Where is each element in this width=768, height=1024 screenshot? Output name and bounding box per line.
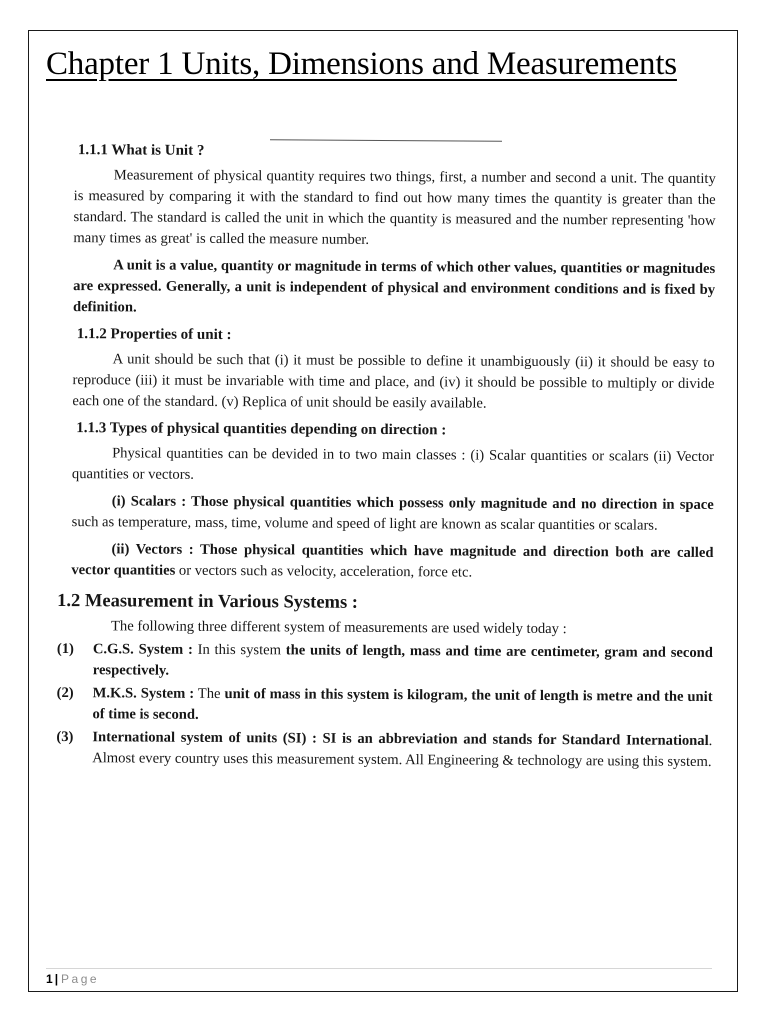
chapter-title: Chapter 1 Units, Dimensions and Measurements bbox=[46, 46, 677, 82]
vectors-examples: or vectors such as velocity, acceleration, force etc. bbox=[175, 562, 473, 581]
page-label: Page bbox=[61, 972, 100, 986]
page-number: 1 bbox=[46, 972, 53, 986]
footer-separator: | bbox=[54, 972, 59, 986]
list-item-bold: the units of length, mass and time are centimeter, gram and second respectively. bbox=[92, 642, 713, 679]
scalars-examples: such as temperature, mass, time, volume and speed of light are known as scalar quantities or scalars. bbox=[71, 514, 658, 534]
scalars-definition: (i) Scalars : Those physical quantities which possess only magnitude and no direction in space bbox=[111, 493, 714, 514]
list-item-label: International system of units (SI) : SI is an abbreviation and stands for Standard International bbox=[92, 729, 709, 749]
paragraph-scalars bbox=[58, 491, 714, 537]
paragraph-types: Physical quantities can be devided in to two main classes : (i) Scalar quantities or scalars (ii) Vector quantities or vectors. bbox=[71, 445, 715, 483]
list-item-number: (3) bbox=[56, 728, 74, 746]
scanned-content bbox=[56, 140, 716, 775]
list-item-plain: The bbox=[194, 685, 225, 703]
heading-1-1-3: 1.1.3 Types of physical quantities depending on direction : bbox=[76, 420, 447, 439]
heading-1-1-1: 1.1.1 What is Unit ? bbox=[77, 142, 205, 159]
page-footer bbox=[46, 972, 99, 986]
paragraph-what-is-unit: Measurement of physical quantity requires two things, first, a number and second a unit. The quantity is measured by comparing it with the standard to find out how many times the quantity is greater than the standard. The standard is called the unit in which the quantity is measured and the number representing 'how many times as great' is called the measure number. bbox=[73, 167, 716, 248]
list-item-bold: unit of mass in this system is kilogram, the unit of length is metre and the unit of time is second. bbox=[92, 686, 713, 723]
list-item-text bbox=[93, 639, 713, 685]
vectors-definition: (ii) Vectors : Those physical quantities which have magnitude and direction both are called vector quantities bbox=[71, 541, 714, 579]
list-item-label: M.K.S. System : bbox=[92, 685, 195, 702]
paragraph-vectors bbox=[57, 539, 713, 585]
list-item-plain: . Almost every country uses this measurement system. All Engineering & technology are using this system. bbox=[92, 732, 713, 770]
list-item-text bbox=[92, 683, 712, 729]
paragraph-properties: A unit should be such that (i) it must be possible to define it unambiguously (ii) it should be easy to reproduce (iii) it must be invariable with time and place, and (iv) it should be possible to multiply or divide each one of the standard. (v) Replica of unit should be easily available. bbox=[72, 351, 715, 412]
list-item bbox=[56, 683, 712, 729]
list-item-number: (2) bbox=[56, 684, 74, 702]
list-item-plain: In this system bbox=[192, 641, 286, 659]
list-item-text bbox=[92, 727, 712, 773]
footer-rule bbox=[46, 968, 712, 969]
list-item bbox=[56, 727, 712, 773]
list-item-number: (1) bbox=[56, 640, 74, 658]
heading-1-1-2: 1.1.2 Properties of unit : bbox=[76, 326, 232, 344]
list-item-label: C.G.S. System : bbox=[92, 641, 193, 658]
paragraph-systems-intro: The following three different system of measurements are used widely today : bbox=[110, 618, 567, 638]
heading-1-2: 1.2 Measurement in Various Systems : bbox=[57, 590, 359, 613]
paragraph-unit-definition: A unit is a value, quantity or magnitude in terms of which other values, quantities or magnitudes are expressed. Generally, a unit is independent of physical and environment conditions and is fixed by definition. bbox=[72, 257, 716, 316]
list-item bbox=[57, 639, 713, 685]
